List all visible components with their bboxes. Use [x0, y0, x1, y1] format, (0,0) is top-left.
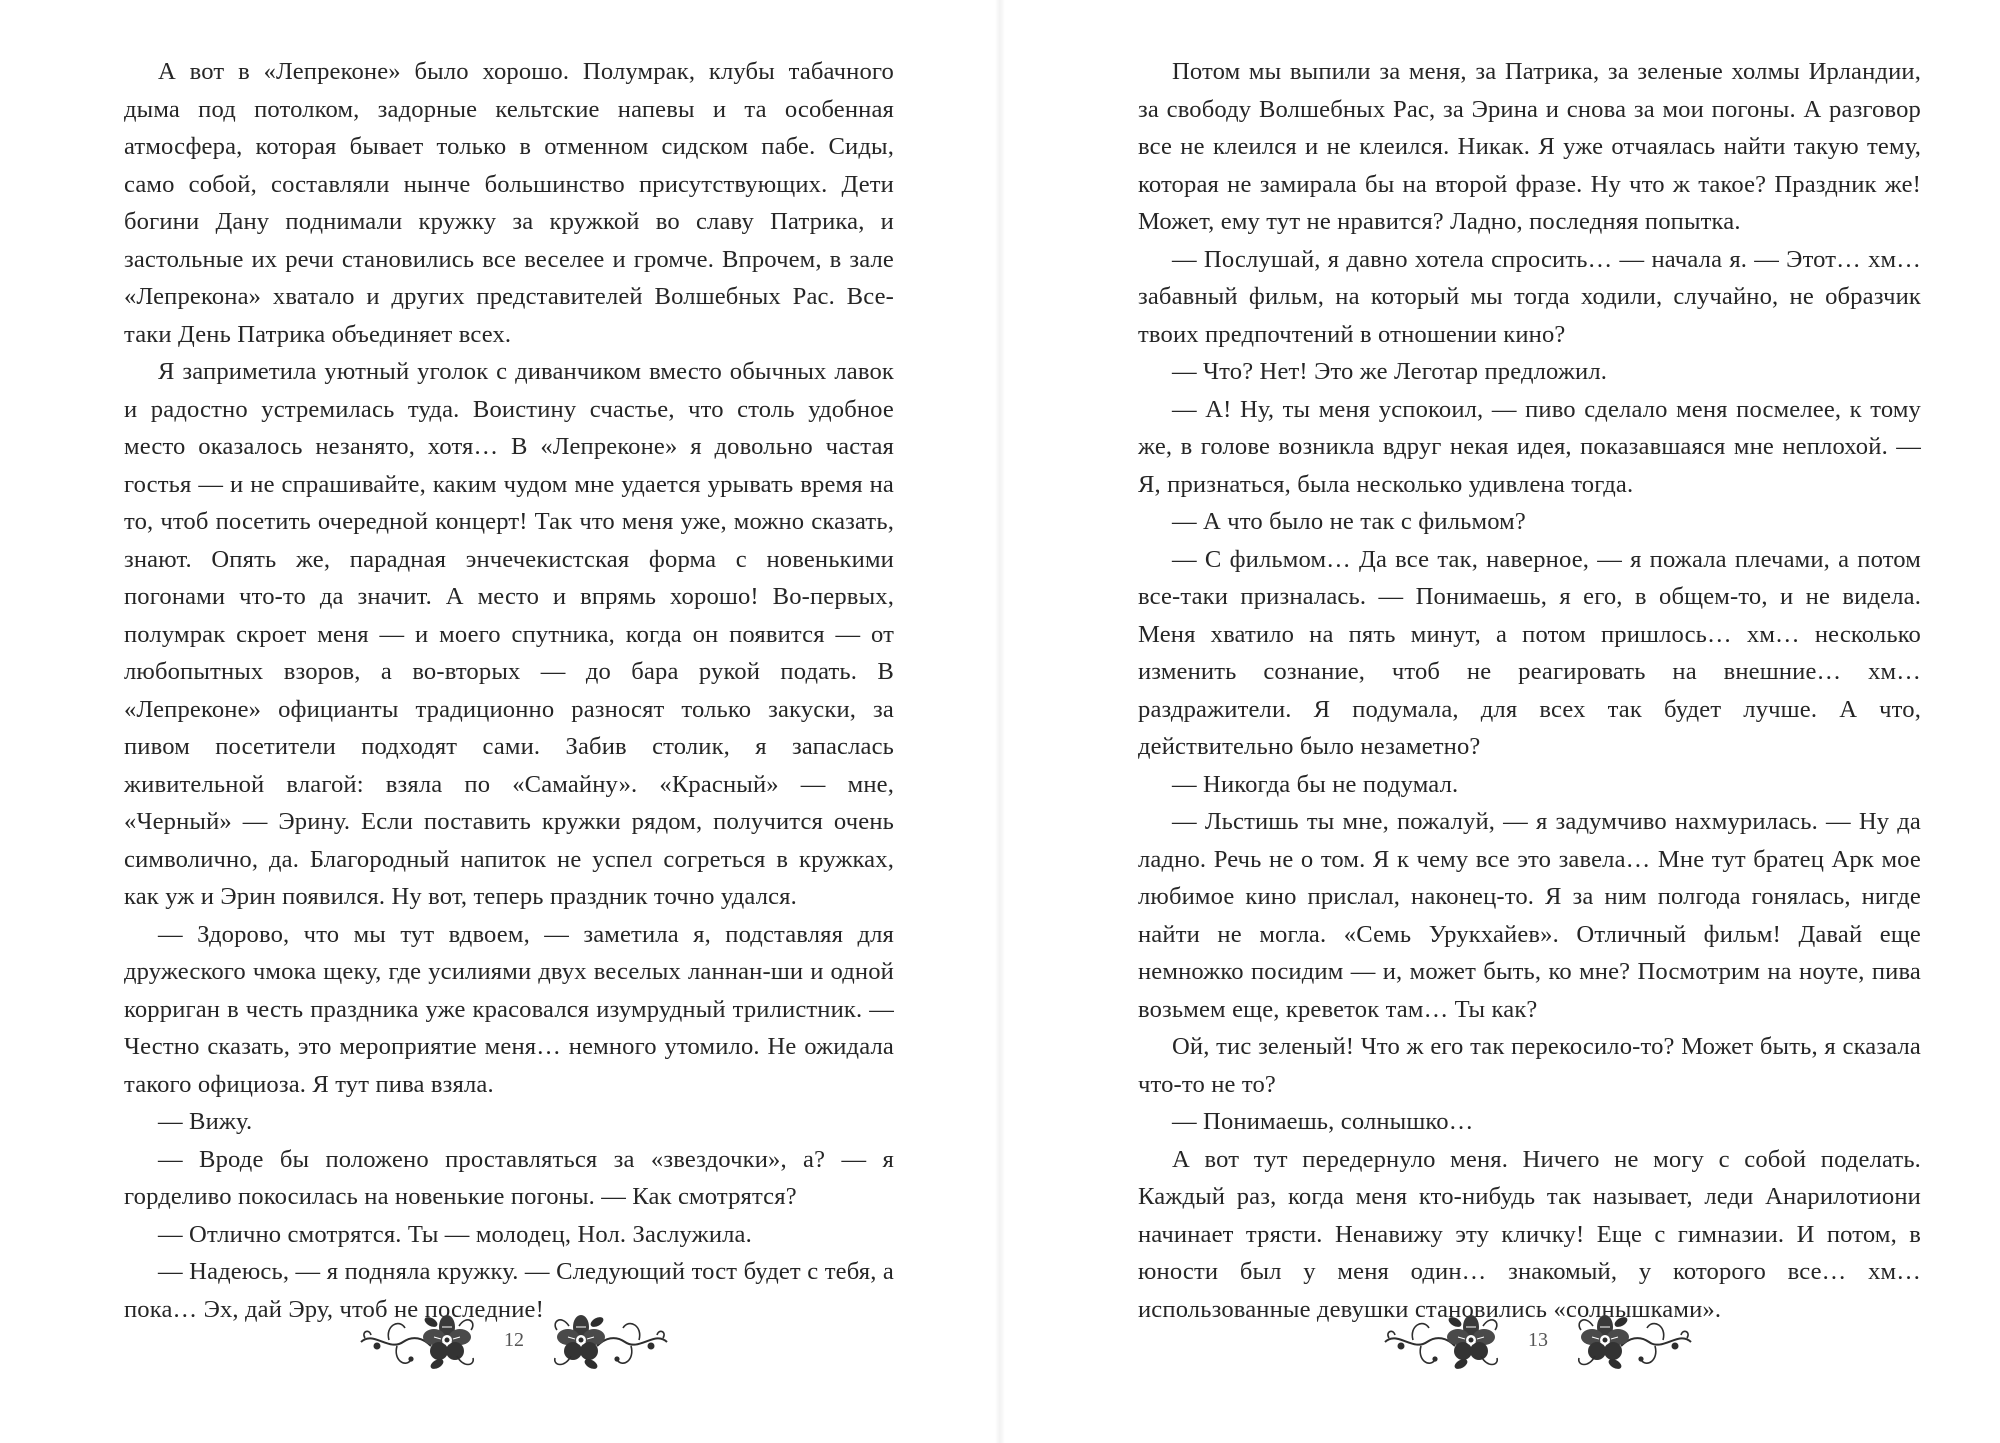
- paragraph: Я заприметила уютный уголок с диванчиком вместо обычных лавок и радостно устремилась туда. Воистину счастье, что столь удобное место оказалось незанято, хотя… В «Лепреконе» я довольно частая гостья — и не спрашивайте, каким чудом мне удается урывать время на то, чтоб посетить очередной концерт! Так что меня уже, можно сказать, знают. Опять же, парадная энчечекистская форма с новенькими погонами что-то да значит. А место и впрямь хорошо! Во-первых, полумрак скроет меня — и моего спутника, когда он появится — от любопытных взоров, а во-вторых — до бара рукой подать. В «Лепреконе» официанты традиционно разносят только закуски, за пивом посетители подходят сами. Забив столик, я запаслась живительной влагой: взяла по «Самайну». «Красный» — мне, «Черный» — Эрину. Если поставить кружки рядом, получится очень символично, да. Благородный напиток не успел согреться в кружках, как уж и Эрин появился. Ну вот, теперь праздник точно удался.: [124, 358, 894, 910]
- paragraph: — Вижу.: [158, 1108, 253, 1135]
- right-page: [1000, 0, 2000, 1443]
- right-page-text: [1138, 53, 1921, 1328]
- paragraph: — Отлично смотрятся. Ты — молодец, Нол. Заслужила.: [158, 1220, 752, 1248]
- paragraph: А вот тут передернуло меня. Ничего не могу с собой поделать. Каждый раз, когда меня кто-нибудь так называет, леди Анарилотиони начинает трясти. Ненавижу эту кличку! Еще с гимназии. И потом, в юности был у меня один… знакомый, у которого все… хм… использованные девушки становились «солнышками».: [1138, 1145, 1921, 1323]
- paragraph: — Что? Нет! Это же Леготар предложил.: [1172, 358, 1608, 385]
- flourish-ornament-icon: [548, 1302, 670, 1378]
- paragraph: — Вроде бы положено проставляться за «звездочки», а? — я горделиво покосилась на новенькие погоны. — Как смотрятся?: [124, 1145, 894, 1210]
- paragraph: — Здорово, что мы тут вдвоем, — заметила я, подставляя для дружеского чмока щеку, где усилиями двух веселых ланнан-ши и одной корриган в честь праздника уже красовался изумрудный трилистник. — Честно сказать, это мероприятие меня… немного утомило. Не ожидала такого официоза. Я тут пива взяла.: [124, 920, 894, 1098]
- paragraph: — Льстишь ты мне, пожалуй, — я задумчиво нахмурилась. — Ну да ладно. Речь не о том. Я к чему все это завела… Мне тут братец Арк мое любимое кино прислал, наконец-то. Я за ним полгода гонялась, нигде найти не могла. «Семь Урукхайев». Отличный фильм! Давай еще немножко посидим — и, может быть, ко мне? Посмотрим на ноуте, пива возьмем еще, креветок там… Ты как?: [1138, 808, 1921, 1023]
- flourish-ornament-icon: [1572, 1302, 1694, 1378]
- paragraph: — А что было не так с фильмом?: [1172, 508, 1526, 535]
- paragraph: Потом мы выпили за меня, за Патрика, за зеленые холмы Ирландии, за свободу Волшебных Рас, за Эрина и снова за мои погоны. А разговор все не клеился и не клеился. Никак. Я уже отчаялась найти такую тему, которая не замирала бы на второй фразе. Ну что ж такое? Праздник же! Может, ему тут не нравится? Ладно, последняя попытка.: [1138, 58, 1921, 235]
- paragraph: — Послушай, я давно хотела спросить… — начала я. — Этот… хм… забавный фильм, на который мы тогда ходили, случайно, не образчик твоих предпочтений в отношении кино?: [1138, 245, 1921, 348]
- paragraph: — Надеюсь, — я подняла кружку. — Следующий тост будет с тебя, а пока… Эх, дай Эру, чтоб не последние!: [124, 1258, 894, 1323]
- paragraph: Ой, тис зеленый! Что ж его так перекосило-то? Может быть, я сказала что-то не то?: [1138, 1033, 1921, 1098]
- flourish-ornament-icon: [1382, 1302, 1504, 1378]
- flourish-ornament-icon: [358, 1302, 480, 1378]
- paragraph: — Никогда бы не подумал.: [1172, 770, 1459, 798]
- paragraph: А вот в «Лепреконе» было хорошо. Полумрак, клубы табачного дыма под потолком, задорные кельтские напевы и та особенная атмосфера, которая бывает только в отменном сидском пабе. Сиды, само собой, составляли нынче большинство присутствующих. Дети богини Дану поднимали кружку за кружкой во славу Патрика, и застольные их речи становились все веселее и громче. Впрочем, в зале «Лепрекона» хватало и других представителей Волшебных Рас. Все-таки День Патрика объединяет всех.: [124, 58, 894, 348]
- page-number: 12: [504, 1328, 524, 1351]
- left-page-folio: [334, 1302, 694, 1378]
- page-number: 13: [1528, 1328, 1548, 1351]
- left-page-text: [124, 53, 894, 1328]
- right-page-folio: [1358, 1302, 1718, 1378]
- paragraph: — Понимаешь, солнышко…: [1172, 1108, 1474, 1135]
- paragraph: — С фильмом… Да все так, наверное, — я пожала плечами, а потом все-таки призналась. — Понимаешь, я его, в общем-то, и не видела. Меня хватило на пять минут, а потом пришлось… хм… несколько изменить сознание, чтоб не реагировать на внешние… хм… раздражители. Я подумала, для всех так будет лучше. А что, действительно было незаметно?: [1138, 545, 1921, 760]
- paragraph: — А! Ну, ты меня успокоил, — пиво сделало меня посмелее, к тому же, в голове возникла вдруг некая идея, показавшаяся мне неплохой. — Я, признаться, была несколько удивлена тогда.: [1138, 395, 1921, 498]
